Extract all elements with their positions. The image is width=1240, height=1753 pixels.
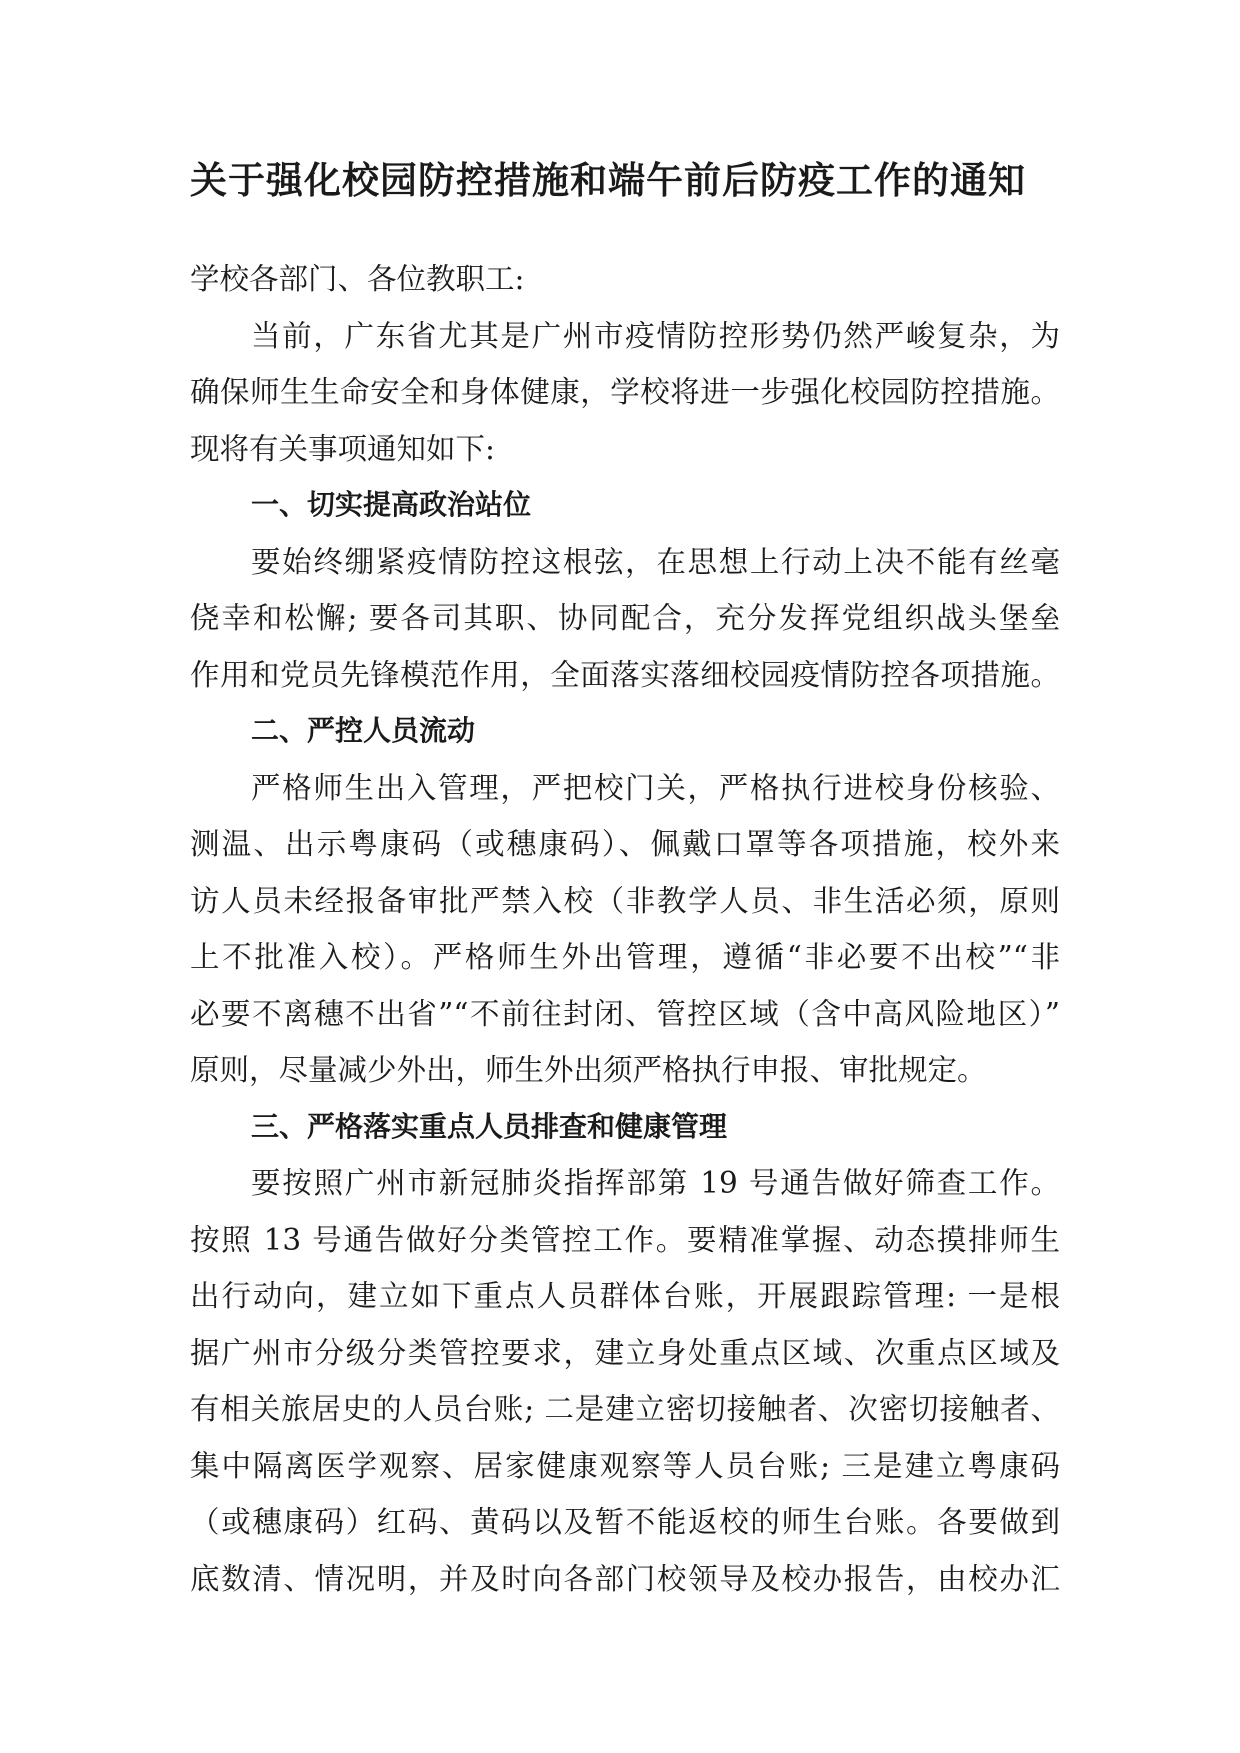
section-3-line: 底数清、情况明，并及时向各部门校领导及校办报告，由校办汇 xyxy=(190,1561,1060,1596)
section-3-line: 要按照广州市新冠肺炎指挥部第 19 号通告做好筛查工作。 xyxy=(251,1166,1060,1200)
section-3-line: （或穗康码）红码、黄码以及暂不能返校的师生台账。各要做到 xyxy=(190,1505,1060,1539)
section-3-line: 集中隔离医学观察、居家健康观察等人员台账; 三是建立粤康码 xyxy=(190,1448,1060,1483)
intro-line: 当前，广东省尤其是广州市疫情防控形势仍然严峻复杂，为 xyxy=(251,318,1060,353)
section-3-line: 据广州市分级分类管控要求，建立身处重点区域、次重点区域及 xyxy=(190,1335,1060,1370)
section-2-line: 严格师生出入管理，严把校门关，严格执行进校身份核验、 xyxy=(251,770,1060,805)
section-2-line: 原则，尽量减少外出，师生外出须严格执行申报、审批规定。 xyxy=(190,1053,987,1087)
section-1-line: 作用和党员先锋模范作用，全面落实落细校园疫情防控各项措施。 xyxy=(190,657,1060,692)
section-2-line: 测温、出示粤康码（或穗康码）、佩戴口罩等各项措施，校外来 xyxy=(190,827,1060,861)
section-3-line: 出行动向，建立如下重点人员群体台账，开展跟踪管理: 一是根 xyxy=(190,1279,1060,1313)
section-2-line: 上不批准入校）。严格师生外出管理，遵循“非必要不出校”“非 xyxy=(190,940,1060,974)
section-2-line: 必要不离穗不出省”“不前往封闭、管控区域（含中高风险地区）” xyxy=(190,996,1060,1031)
section-heading-2: 二、严控人员流动 xyxy=(251,714,476,747)
section-2-line: 访人员未经报备审批严禁入校（非教学人员、非生活必须，原则 xyxy=(190,883,1060,918)
section-heading-3: 三、严格落实重点人员排查和健康管理 xyxy=(251,1109,728,1143)
intro-line: 现将有关事项通知如下: xyxy=(190,431,495,466)
section-1-line: 要始终绷紧疫情防控这根弦，在思想上行动上决不能有丝毫 xyxy=(251,544,1060,579)
section-3-line: 有相关旅居史的人员台账; 二是建立密切接触者、次密切接触者、 xyxy=(190,1392,1060,1426)
section-1-line: 侥幸和松懈; 要各司其职、协同配合，充分发挥党组织战头堡垒 xyxy=(190,601,1060,635)
section-3-line: 按照 13 号通告做好分类管控工作。要精准掌握、动态摸排师生 xyxy=(190,1222,1060,1257)
document-body xyxy=(190,251,1060,1607)
intro-line: 确保师生生命安全和身体健康，学校将进一步强化校园防控措施。 xyxy=(190,375,1060,409)
document-title: 关于强化校园防控措施和端午前后防疫工作的通知 xyxy=(190,158,1026,202)
salutation: 学校各部门、各位教职工: xyxy=(190,262,525,296)
section-heading-1: 一、切实提高政治站位 xyxy=(251,488,532,521)
